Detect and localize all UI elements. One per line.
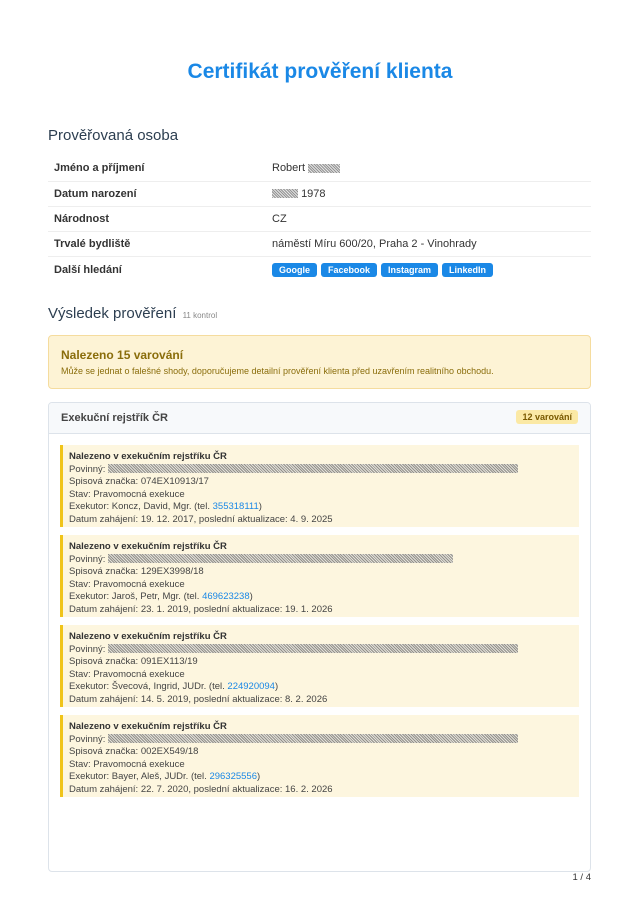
record-executor: Exekutor: Bayer, Aleš, JUDr. (tel. 296325556): [69, 771, 261, 782]
row-key: Trvalé bydliště: [48, 231, 266, 256]
person-info-table: [48, 156, 591, 283]
redacted-obligor: [108, 554, 453, 563]
facebook-search-link[interactable]: Facebook: [321, 263, 377, 277]
record-file-no: Spisová značka: 129EX3998/18: [69, 566, 204, 577]
row-key: Národnost: [48, 206, 266, 231]
redacted-birthdate: [272, 189, 298, 198]
redacted-surname: [308, 164, 340, 173]
checks-count: 11 kontrol: [182, 311, 218, 320]
record-dates: Datum zahájení: 22. 7. 2020, poslední aktualizace: 16. 2. 2026: [69, 783, 333, 795]
record-state: Stav: Pravomocná exekuce: [69, 488, 185, 500]
row-key: Datum narození: [48, 181, 266, 206]
linkedin-search-link[interactable]: LinkedIn: [442, 263, 493, 277]
page-title: Certifikát prověření klienta: [187, 60, 453, 83]
table-row: [48, 206, 591, 231]
record-executor: Exekutor: Koncz, David, Mgr. (tel. 355318111): [69, 501, 262, 512]
redacted-obligor: [108, 734, 518, 743]
redacted-obligor: [108, 464, 518, 473]
row-value: CZ: [266, 206, 591, 231]
registry-record: [60, 715, 579, 797]
record-dates: Datum zahájení: 23. 1. 2019, poslední aktualizace: 19. 1. 2026: [69, 603, 333, 615]
record-executor: Exekutor: Švecová, Ingrid, JUDr. (tel. 224920094): [69, 681, 279, 692]
executor-phone-link[interactable]: 296325556: [209, 771, 258, 782]
executor-phone-link[interactable]: 224920094: [227, 681, 275, 692]
record-title: Nalezeno v exekučním rejstříku ČR: [69, 721, 227, 732]
record-dates: Datum zahájení: 14. 5. 2019, poslední aktualizace: 8. 2. 2026: [69, 693, 328, 705]
record-obligor: Povinný:: [69, 554, 579, 567]
registry-record: [60, 445, 579, 527]
record-state: Stav: Pravomocná exekuce: [69, 578, 185, 590]
record-state: Stav: Pravomocná exekuce: [69, 758, 185, 770]
executor-phone-link[interactable]: 355318111: [212, 501, 259, 512]
person-section-heading: Prověřovaná osoba: [48, 127, 179, 144]
redacted-obligor: [108, 644, 518, 653]
alert-title: Nalezeno 15 varování: [61, 348, 184, 362]
record-file-no: Spisová značka: 074EX10913/17: [69, 476, 209, 487]
warning-count-badge: 12 varování: [516, 410, 578, 424]
record-title: Nalezeno v exekučním rejstříku ČR: [69, 451, 227, 462]
alert-text: Může se jednat o falešné shody, doporučujeme detailní prověření klienta před uzavřením realitního obchodu.: [61, 366, 494, 376]
executor-phone-link[interactable]: 469623238: [202, 591, 250, 602]
registry-title: Exekuční rejstřík ČR: [61, 412, 168, 424]
row-key: Jméno a příjmení: [48, 156, 266, 181]
registry-card-header: [49, 403, 590, 434]
row-value: 1978: [266, 181, 591, 206]
page-number: 1 / 4: [572, 872, 591, 883]
record-dates: Datum zahájení: 19. 12. 2017, poslední aktualizace: 4. 9. 2025: [69, 513, 333, 525]
instagram-search-link[interactable]: Instagram: [381, 263, 438, 277]
table-row: [48, 256, 591, 283]
row-value: [266, 256, 591, 283]
registry-card: [48, 402, 591, 872]
record-title: Nalezeno v exekučním rejstříku ČR: [69, 631, 227, 642]
record-file-no: Spisová značka: 091EX113/19: [69, 656, 198, 667]
warning-alert: [48, 335, 591, 389]
table-row: [48, 231, 591, 256]
record-obligor: Povinný:: [69, 734, 579, 747]
record-state: Stav: Pravomocná exekuce: [69, 668, 185, 680]
row-key: Další hledání: [54, 263, 122, 276]
row-value: náměstí Míru 600/20, Praha 2 - Vinohrady: [266, 231, 591, 256]
record-obligor: Povinný:: [69, 464, 579, 477]
table-row: [48, 181, 591, 206]
record-file-no: Spisová značka: 002EX549/18: [69, 746, 199, 757]
record-obligor: Povinný:: [69, 644, 579, 657]
record-title: Nalezeno v exekučním rejstříku ČR: [69, 541, 227, 552]
google-search-link[interactable]: Google: [272, 263, 317, 277]
result-section-heading: Výsledek prověření 11 kontrol: [48, 305, 218, 322]
registry-record: [60, 535, 579, 617]
registry-record: [60, 625, 579, 707]
row-value: Robert: [266, 156, 591, 181]
table-row: [48, 156, 591, 181]
record-executor: Exekutor: Jaroš, Petr, Mgr. (tel. 469623238): [69, 591, 253, 602]
